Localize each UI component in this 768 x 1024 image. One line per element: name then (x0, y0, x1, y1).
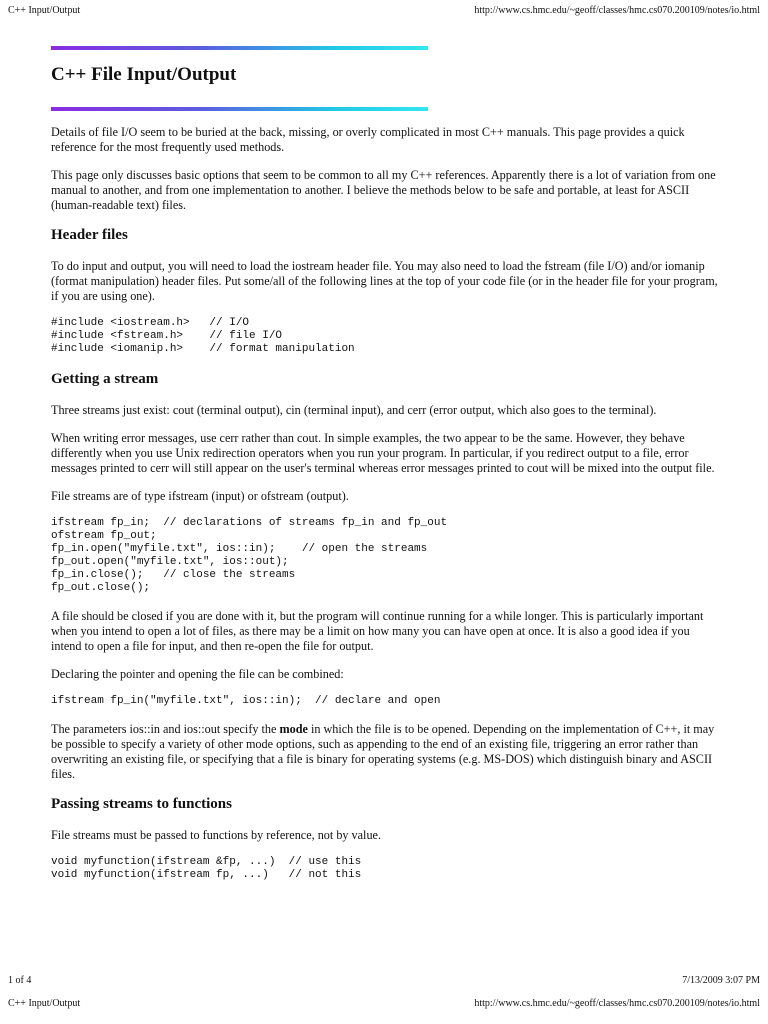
mode-text-before: The parameters ios::in and ios::out specify the (51, 722, 280, 736)
mode-text-after: in which the file is to be opened. Depending on the implementation of C++, it may be possible to specify a variety of other mode options, such as appending to the end of an existing file, triggering an error rather than overwriting an existing file, or specifying that a file is binary for operating systems (e.g. MS-DOS) which distinguish binary and ASCII files. (51, 722, 715, 781)
print-header (8, 5, 760, 16)
heading-passing-streams: Passing streams to functions (51, 796, 232, 812)
bottom-gradient-rule (51, 107, 428, 111)
mode-keyword: mode (279, 722, 308, 736)
top-gradient-rule (51, 46, 428, 50)
print-datetime: 7/13/2009 3:07 PM (682, 975, 760, 986)
stream-paragraph-2: When writing error messages, use cerr rather than cout. In simple examples, the two appear to be the same. However, they behave differently when you use Unix redirection operators when you run your program. In particular, if you redirect output to a file, error messages printed to cerr will still appear on the user's terminal whereas error messages printed to cout will be mixed into the output file. (51, 431, 715, 475)
next-page-header (8, 998, 760, 1009)
stream-paragraph-4: A file should be closed if you are done with it, but the program will continue running for a while longer. This is particularly important when you intend to open a lot of files, as there may be a limit on how many you can have open at once. It is also a good idea if you intend to open a file for input, and then re-open the file for output. (51, 609, 704, 653)
next-header-url: http://www.cs.hmc.edu/~geoff/classes/hmc.cs070.200109/notes/io.html (474, 998, 760, 1009)
header-files-paragraph: To do input and output, you will need to load the iostream header file. You may also need to load the fstream (file I/O) and/or iomanip (format manipulation) header files. Put some/all of the following lines at the top of your code file (or in the header file for your program, if you are using one). (51, 259, 718, 303)
print-footer (8, 975, 760, 986)
header-title: C++ Input/Output (8, 5, 81, 16)
intro-paragraph-2: This page only discusses basic options that seem to be common to all my C++ references. Apparently there is a lot of variation from one manual to another, and from one implementation to another. I believe the methods below to be safe and portable, at least for ASCII (human-readable text) files. (51, 168, 716, 212)
header-url: http://www.cs.hmc.edu/~geoff/classes/hmc.cs070.200109/notes/io.html (474, 5, 760, 16)
page-number: 1 of 4 (8, 975, 32, 986)
stream-code-block: ifstream fp_in; // declarations of streams fp_in and fp_out ofstream fp_out; fp_in.open("myfile.txt", ios::in); // open the streams fp_out.open("myfile.txt", ios::out); fp_in.close(); // close the streams fp_out.close(); (51, 517, 448, 594)
passing-paragraph: File streams must be passed to functions by reference, not by value. (51, 828, 381, 842)
heading-header-files: Header files (51, 227, 128, 243)
next-header-title: C++ Input/Output (8, 998, 81, 1009)
page-title: C++ File Input/Output (51, 64, 237, 85)
stream-paragraph-1: Three streams just exist: cout (terminal output), cin (terminal input), and cerr (error output, which also goes to the terminal). (51, 403, 657, 417)
include-code-block: #include <iostream.h> // I/O #include <fstream.h> // file I/O #include <iomanip.h> // format manipulation (51, 317, 355, 355)
stream-paragraph-6 (51, 722, 721, 782)
declare-open-code-block: ifstream fp_in("myfile.txt", ios::in); // declare and open (51, 695, 441, 707)
stream-paragraph-3: File streams are of type ifstream (input) or ofstream (output). (51, 489, 349, 503)
function-code-block: void myfunction(ifstream &fp, ...) // use this void myfunction(ifstream fp, ...) // not this (51, 856, 362, 881)
stream-paragraph-5: Declaring the pointer and opening the file can be combined: (51, 667, 344, 681)
document-body (51, 125, 721, 896)
heading-getting-stream: Getting a stream (51, 371, 159, 387)
intro-paragraph-1: Details of file I/O seem to be buried at the back, missing, or overly complicated in most C++ manuals. This page provides a quick reference for the most frequently used methods. (51, 125, 685, 154)
